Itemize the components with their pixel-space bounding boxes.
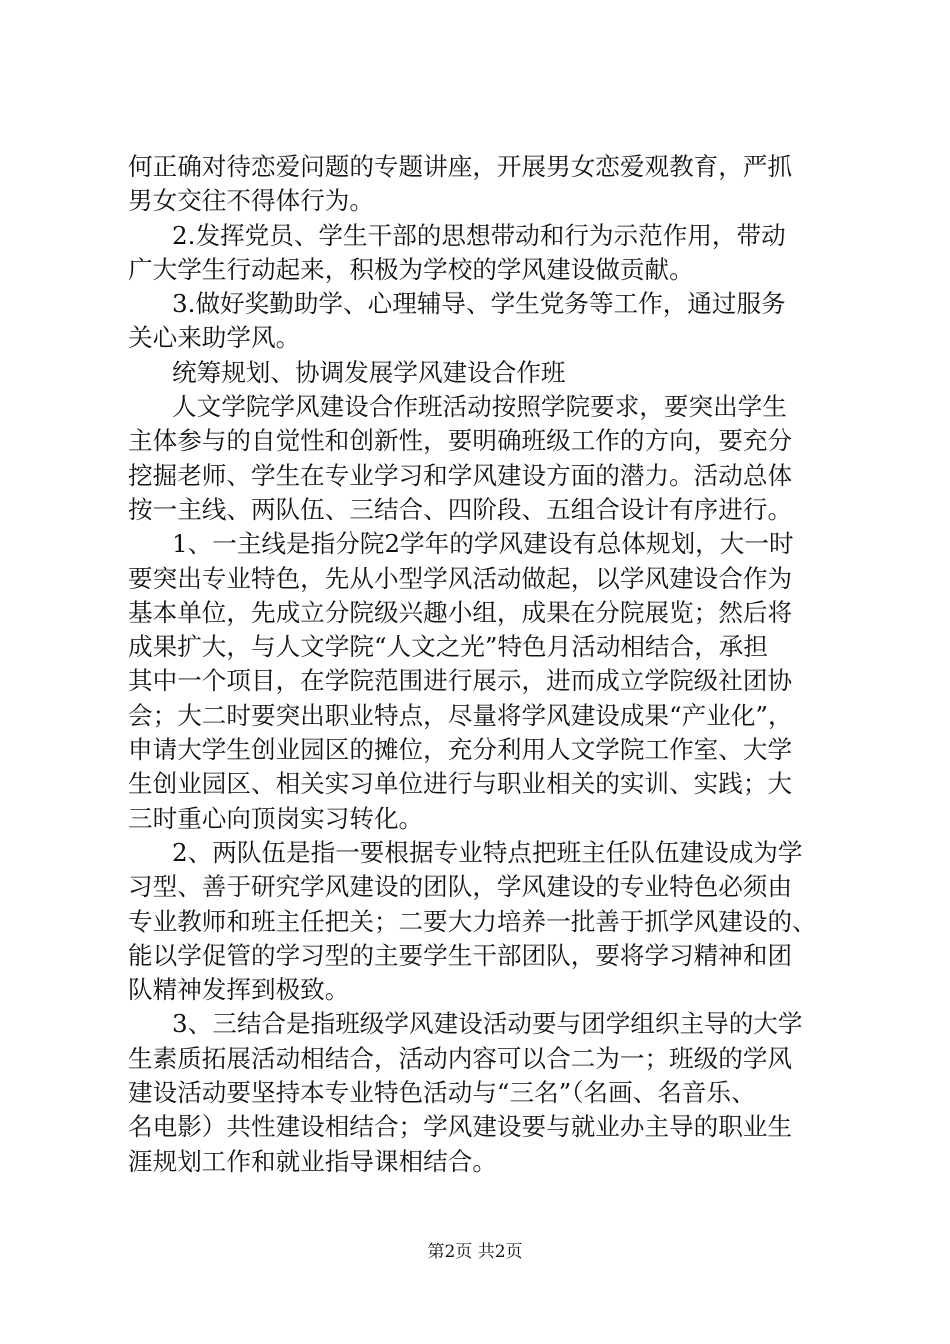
text-line: 建设活动要坚持本专业特色活动与“三名”（名画、名音乐、 xyxy=(128,1078,756,1108)
body-text xyxy=(128,150,828,1179)
section-heading: 统筹规划、协调发展学风建设合作班 xyxy=(172,357,566,387)
text-line: 2.发挥党员、学生干部的思想带动和行为示范作用，带动 xyxy=(172,220,786,250)
text-line: 涯规划工作和就业指导课相结合。 xyxy=(128,1146,497,1176)
text-line: 人文学院学风建设合作班活动按照学院要求，要突出学生 xyxy=(172,392,787,422)
text-line: 3.做好奖勤助学、心理辅导、学生党务等工作，通过服务 xyxy=(172,289,786,319)
text-line: 关心来助学风。 xyxy=(128,323,301,353)
text-line: 其中一个项目，在学院范围进行展示，进而成立学院级社团协 xyxy=(128,666,793,696)
text-line: 生创业园区、相关实习单位进行与职业相关的实训、实践；大 xyxy=(128,769,793,799)
text-line: 广大学生行动起来，积极为学校的学风建设做贡献。 xyxy=(128,254,694,284)
text-line: 挖掘老师、学生在专业学习和学风建设方面的潜力。活动总体 xyxy=(128,460,793,490)
text-line: 生素质拓展活动相结合，活动内容可以合二为一；班级的学风 xyxy=(128,1043,793,1073)
text-line: 基本单位，先成立分院级兴趣小组，成果在分院展览；然后将 xyxy=(128,597,793,627)
text-line: 要突出专业特色，先从小型学风活动做起，以学风建设合作为 xyxy=(128,563,793,593)
text-line: 何正确对待恋爱问题的专题讲座，开展男女恋爱观教育，严抓 xyxy=(128,152,793,181)
page-number-footer: 第2页 共2页 xyxy=(427,1242,523,1262)
text-line: 按一主线、两队伍、三结合、四阶段、五组合设计有序进行。 xyxy=(128,494,793,524)
text-line: 主体参与的自觉性和创新性，要明确班级工作的方向，要充分 xyxy=(128,426,793,456)
text-line: 名电影）共性建设相结合；学风建设要与就业办主导的职业生 xyxy=(128,1112,793,1142)
text-line: 专业教师和班主任把关；二要大力培养一批善于抓学风建设的、 xyxy=(128,906,817,936)
text-line: 成果扩大，与人文学院“人文之光”特色月活动相结合，承担 xyxy=(128,632,768,662)
text-line: 2、两队伍是指一要根据专业特点把班主任队伍建设成为学 xyxy=(172,837,803,867)
text-line: 会；大二时要突出职业特点，尽量将学风建设成果“产业化”， xyxy=(128,700,793,730)
text-line: 3、三结合是指班级学风建设活动要与团学组织主导的大学 xyxy=(172,1009,803,1039)
text-line: 队精神发挥到极致。 xyxy=(128,975,350,1005)
text-line: 申请大学生创业园区的摊位，充分利用人文学院工作室、大学 xyxy=(128,735,793,765)
text-line: 三时重心向顶岗实习转化。 xyxy=(128,803,424,833)
text-line: 能以学促管的学习型的主要学生干部团队，要将学习精神和团 xyxy=(128,940,793,970)
text-line: 1、一主线是指分院2学年的学风建设有总体规划，大一时 xyxy=(172,529,794,559)
text-line: 男女交往不得体行为。 xyxy=(128,186,374,216)
text-line: 习型、善于研究学风建设的团队，学风建设的专业特色必须由 xyxy=(128,872,793,902)
